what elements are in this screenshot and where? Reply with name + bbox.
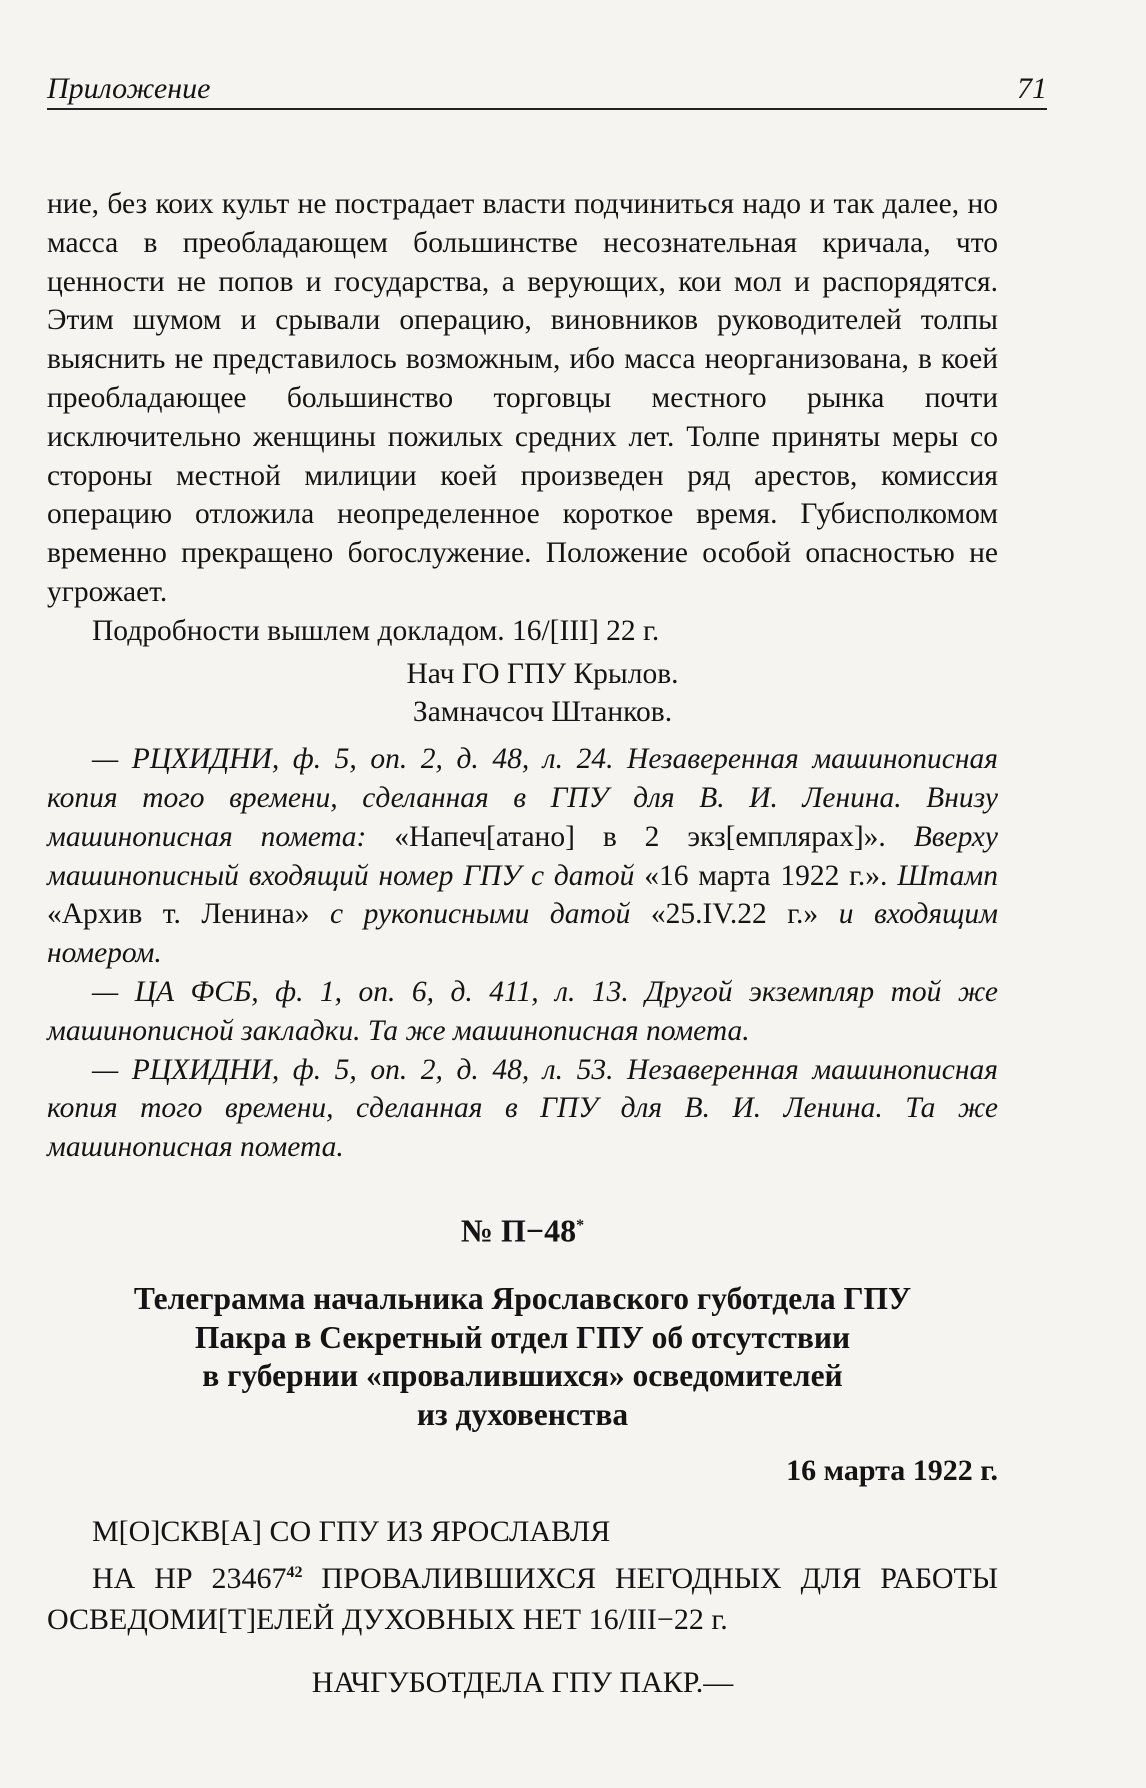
source-note-2: — ЦА ФСБ, ф. 1, оп. 6, д. 411, л. 13. Другой экземпляр той же машинописной закладки. Та же машинописная помета. xyxy=(47,975,998,1047)
document-title xyxy=(47,1280,998,1434)
telegram-address: М[О]СКВ[А] СО ГПУ ИЗ ЯРОСЛАВЛЯ xyxy=(92,1515,611,1549)
document-title-line-4: из духовенства xyxy=(416,1396,629,1432)
signature-deputy: Замначсоч Штанков. xyxy=(412,696,673,729)
document-number xyxy=(47,1207,998,1250)
source-note-1-a: — РЦХИДНИ, ф. 5, оп. 2, д. 48, л. 24. Незаверенная машинописная копия того времени, сделанная в ГПУ для В. И. Ленина. Внизу машинописная пометa: xyxy=(47,743,998,853)
document-number-text: № П−48 xyxy=(460,1212,577,1249)
source-note-1-d: «16 марта 1922 г.». xyxy=(644,859,888,892)
source-note-1-i: и входящим номером. xyxy=(47,898,998,970)
telegram-body xyxy=(47,1552,998,1640)
signature-head: Нач ГО ГПУ Крылов. xyxy=(406,657,679,690)
page-body xyxy=(47,185,998,1703)
source-note-3: — РЦХИДНИ, ф. 5, оп. 2, д. 48, л. 53. Незаверенная машинописная копия того времени, сделанная в ГПУ для В. И. Ленина. Та же машинописная помета. xyxy=(47,1053,998,1164)
source-note-1 xyxy=(47,740,998,973)
source-note-1-c: Вверху машинописный входящий номер ГПУ с датой xyxy=(47,820,998,892)
telegram-signature: НАЧГУБОТДЕЛА ГПУ ПАКР.— xyxy=(311,1666,734,1700)
telegram-body-a: НА НР 23467 xyxy=(92,1562,287,1596)
paragraph-continuation: ние, без коих культ не пострадает власти подчиниться надо и так далее, но масса в преобладающем большинстве несознательная кричала, что ценности не попов и государства, а верующих, кои мол и распорядятся. Этим шумом и срывали операцию, виновников руководителей толпы выяснить не представилось возможным, ибо масса неорганизована, в коей преобладающее большинство торговцы местного рынка почти исключительно женщины пожилых средних лет. Толпе приняты меры со стороны местной милиции коей произведен ряд арестов, комиссия операцию отложила неопределенное короткое время. Губисполкомом временно прекращено богослужение. Положение особой опасностью не угрожает. xyxy=(47,188,998,608)
document-date: 16 марта 1922 г. xyxy=(786,1454,998,1488)
source-note-1-g: с рукописными датой xyxy=(309,898,651,931)
document-title-line-1: Телеграмма начальника Ярославского губотдела ГПУ xyxy=(133,1281,912,1317)
source-note-1-b: «Напеч[атано] в 2 экз[емплярах]». xyxy=(394,820,886,853)
document-title-line-3: в губернии «провалившихся» осведомителей xyxy=(202,1358,843,1394)
telegram-body-b: ПРОВАЛИВШИХСЯ НЕГОДНЫХ ДЛЯ РАБОТЫ ОСВЕДОМИ[Т]ЕЛЕЙ ДУХОВНЫХ НЕТ 16/III−22 г. xyxy=(47,1562,998,1637)
running-header xyxy=(47,70,1047,110)
telegram-note-ref: 42 xyxy=(286,1564,303,1582)
source-note-1-h: «25.IV.22 г.» xyxy=(650,898,819,931)
paragraph-details: Подробности вышлем докладом. 16/[III] 22 г. xyxy=(92,614,660,647)
source-note-1-f: «Архив т. Ленина» xyxy=(47,898,310,931)
page-number: 71 xyxy=(1017,72,1047,105)
document-title-line-2: Пакра в Секретный отдел ГПУ об отсутствии xyxy=(194,1319,851,1355)
section-title: Приложение xyxy=(47,72,211,105)
source-note-1-e: Штамп xyxy=(887,859,998,892)
document-number-mark: * xyxy=(576,1216,585,1234)
